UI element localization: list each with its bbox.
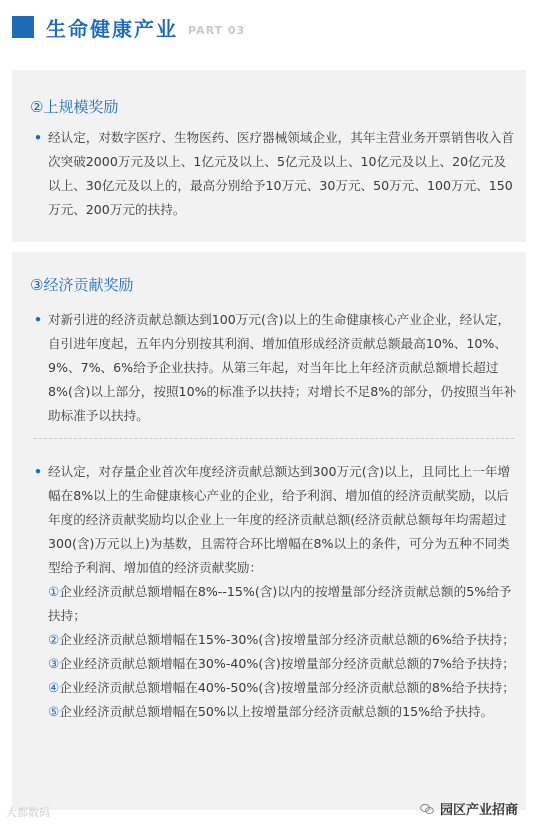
paragraph-text: 经认定，对存量企业首次年度经济贡献总额达到300万元(含)以上，且同比上一年增幅在8%以上的生命健康核心产业的企业，给予利润、增加值的经济贡献奖励，以后年度的经济贡献奖励均以企业上一年度的经济贡献总额(经济贡献总额每年均需超过300(含)万元以上)为基数，且需符合环比增幅在8%以上的条件，可分为五种不同类型给予利润、增加值的经济贡献奖励： <box>48 464 511 575</box>
list-item: ①企业经济贡献总额增幅在8%--15%(含)以内的按增量部分经济贡献总额的5%给予扶持； <box>48 584 512 623</box>
watermark-left: 大都数码 <box>6 806 50 819</box>
bullet-icon: • <box>34 312 43 327</box>
content-panel <box>12 70 526 810</box>
list-item: ②企业经济贡献总额增幅在15%-30%(含)按增量部分经济贡献总额的6%给予扶持； <box>48 632 515 647</box>
header-square-icon <box>12 16 34 38</box>
paragraph-existing-enterprise <box>34 460 518 724</box>
account-name: 园区产业招商 <box>439 803 518 818</box>
page-header <box>12 14 245 40</box>
list-item: ④企业经济贡献总额增幅在40%-50%(含)按增量部分经济贡献总额的8%给予扶持； <box>48 680 515 695</box>
page-title: 生命健康产业 <box>46 16 178 41</box>
paragraph-text: 对新引进的经济贡献总额达到100万元(含)以上的生命健康核心产业企业，经认定，自引进年度起，五年内分别按其利润、增加值形成经济贡献总额最高10%、10%、9%、7%、6%给予企业扶持。从第三年起，对当年比上年经济贡献总额增长超过8%(含)以上部分，按照10%的标准予以扶持；对增长不足8%的部分，仍按照当年补助标准予以扶持。 <box>48 312 517 423</box>
list-item: ⑤企业经济贡献总额增幅在50%以上按增量部分经济贡献总额的15%给予扶持。 <box>48 704 494 719</box>
section-divider <box>12 242 526 252</box>
part-label: PART 03 <box>188 23 246 37</box>
paragraph-new-enterprise <box>34 308 518 428</box>
dashed-divider <box>34 438 514 439</box>
wechat-icon <box>420 803 434 815</box>
bullet-icon: • <box>34 464 43 479</box>
paragraph-scale <box>34 126 518 222</box>
list-item: ③企业经济贡献总额增幅在30%-40%(含)按增量部分经济贡献总额的7%给予扶持； <box>48 656 515 671</box>
section-heading-contribution: ③经济贡献奖励 <box>30 276 134 294</box>
account-watermark <box>420 799 518 818</box>
section-heading-scale: ②上规模奖励 <box>30 98 119 116</box>
bullet-icon: • <box>34 130 43 145</box>
paragraph-text: 经认定，对数字医疗、生物医药、医疗器械领域企业，其年主营业务开票销售收入首次突破2000万元及以上、1亿元及以上、5亿元及以上、10亿元及以上、20亿元及以上、30亿元及以上的，最高分别给予10万元、30万元、50万元、100万元、150万元、200万元的扶持。 <box>48 130 514 217</box>
